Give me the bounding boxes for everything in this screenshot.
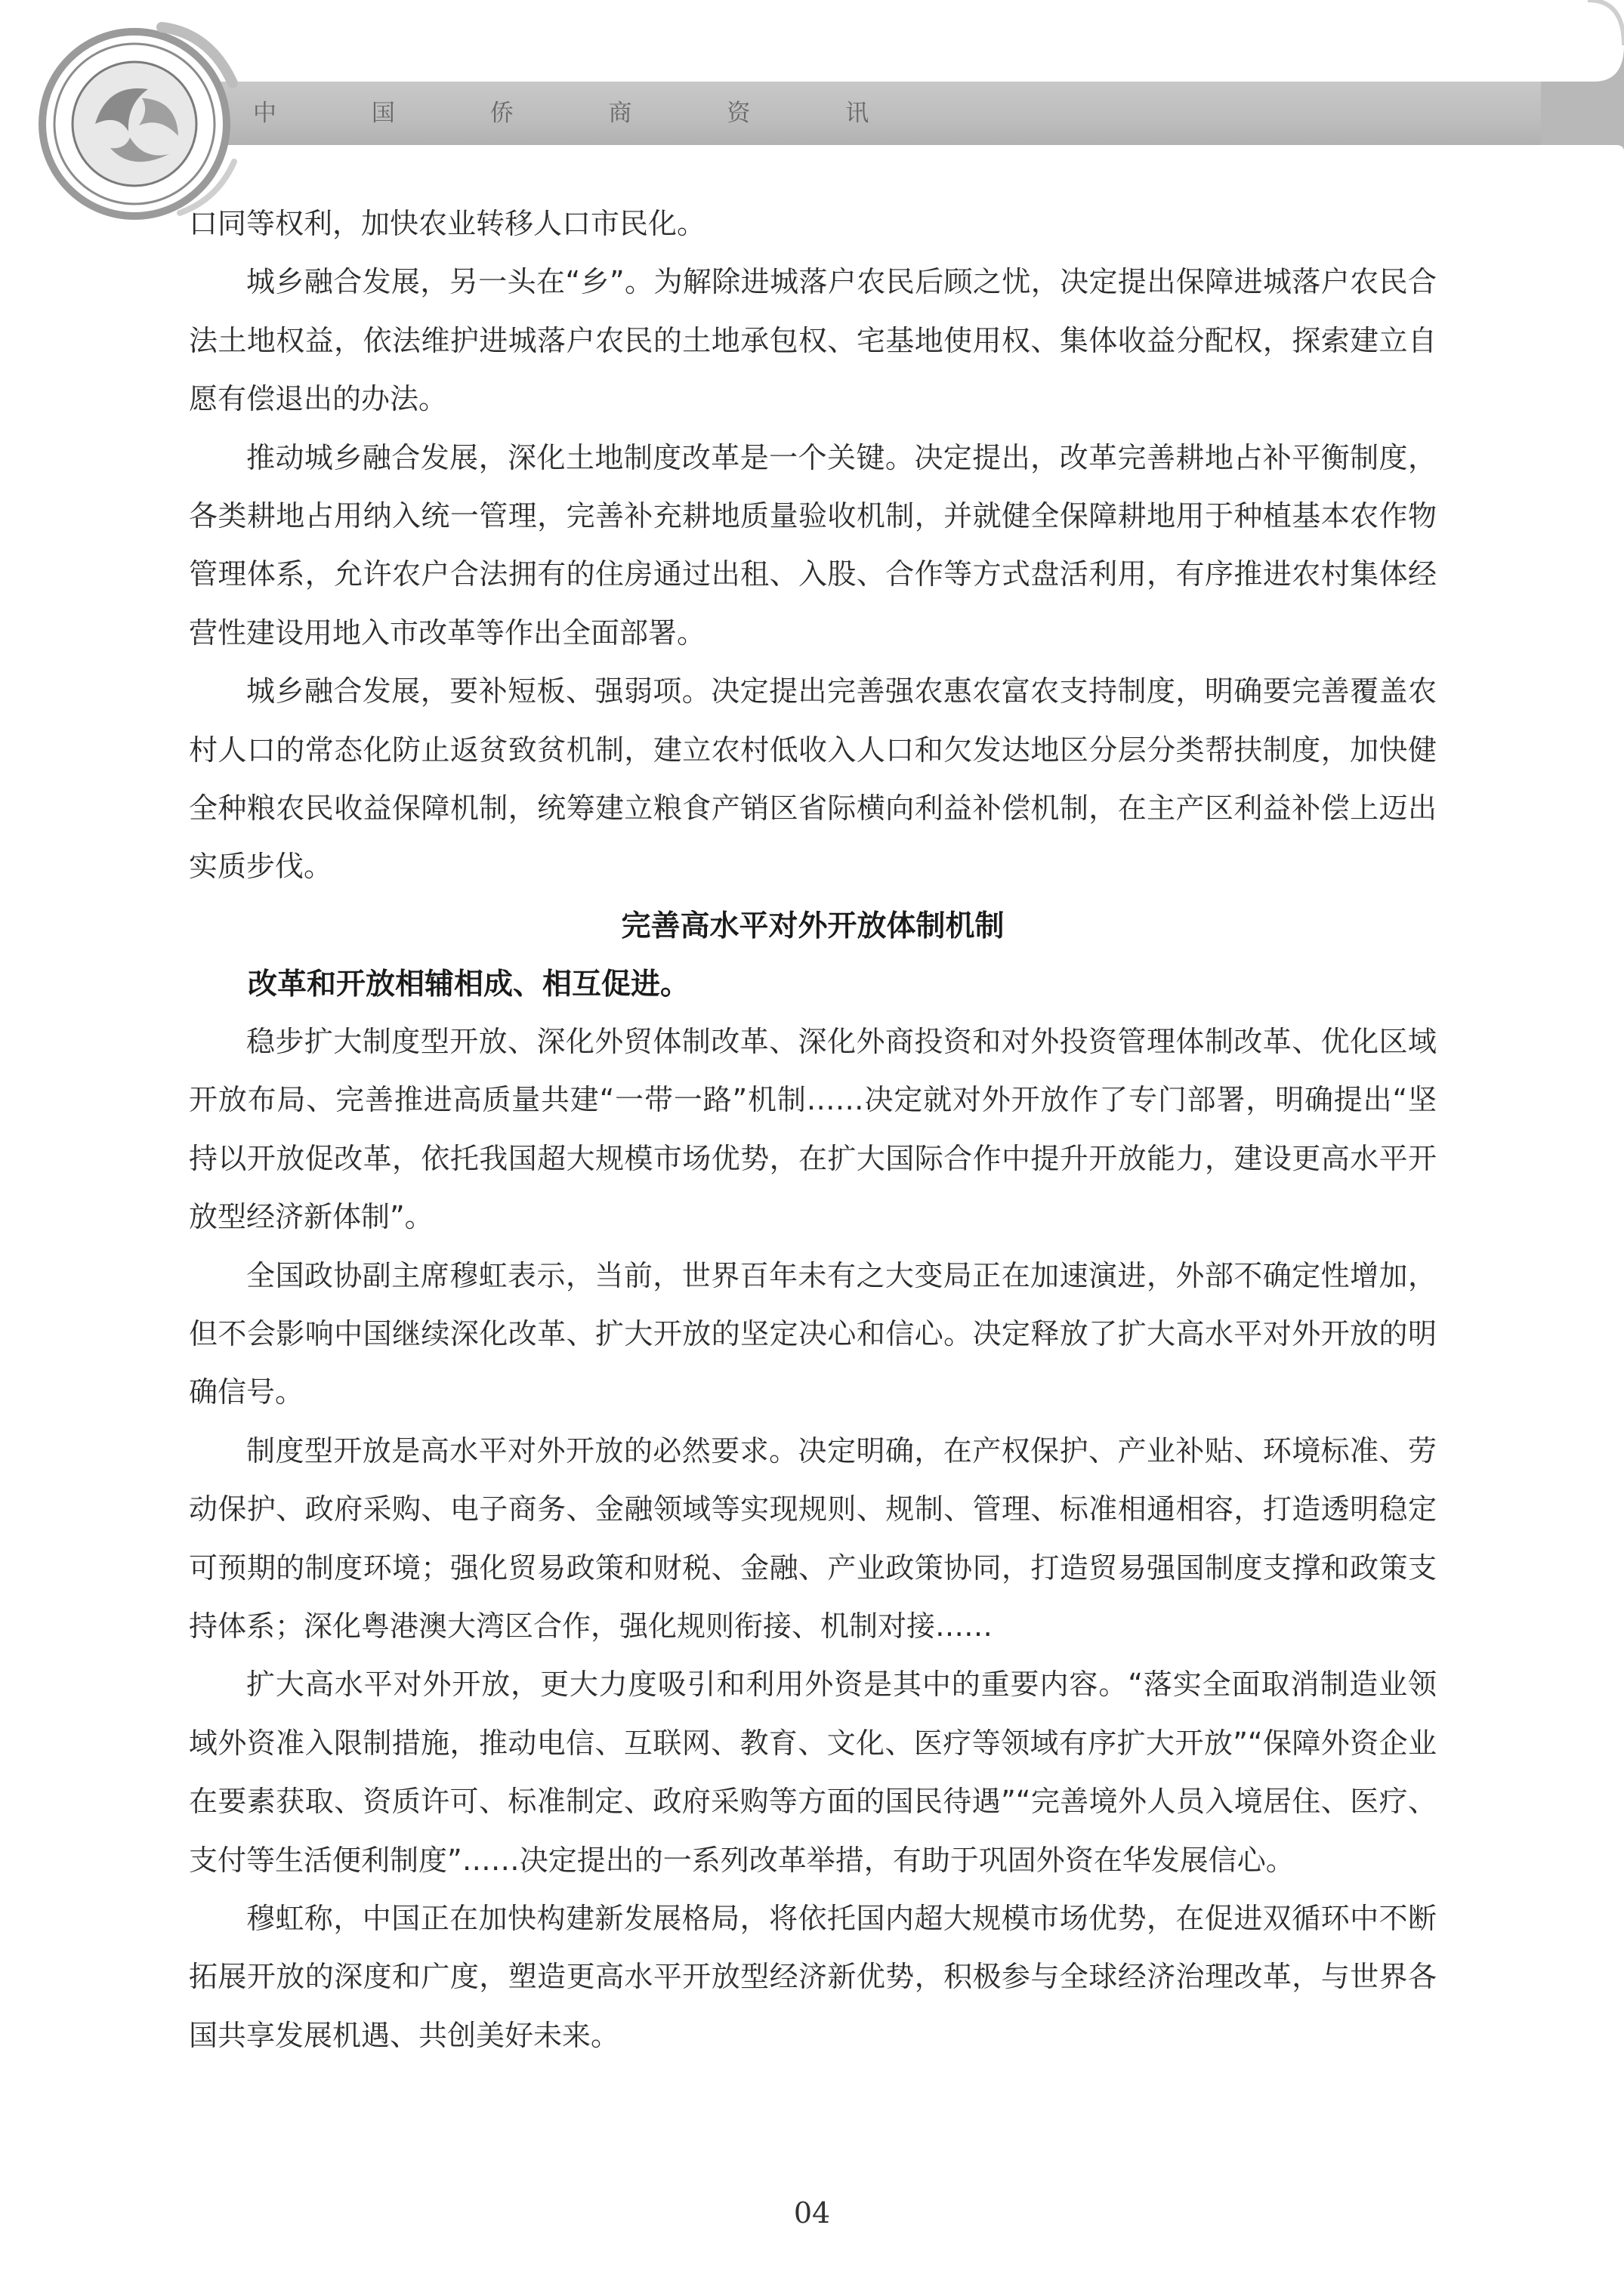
header-band-curl xyxy=(1541,0,1624,196)
paragraph: 推动城乡融合发展，深化土地制度改革是一个关键。决定提出，改革完善耕地占补平衡制度，各类耕地占用纳入统一管理，完善补充耕地质量验收机制，并就健全保障耕地用于种植基本农作物管理体系，允许农户合法拥有的住房通过出租、入股、合作等方式盘活利用，有序推进农村集体经营性建设用地入市改革等作出全面部署。 xyxy=(189,440,1437,650)
lead-sentence: 改革和开放相辅相成、相互促进。 xyxy=(248,967,690,1001)
paragraph: 扩大高水平对外开放，更大力度吸引和利用外资是其中的重要内容。“落实全面取消制造业领域外资准入限制措施，推动电信、互联网、教育、文化、医疗等领域有序扩大开放”“保障外资企业在要素获取、资质许可、标准制定、政府采购等方面的国民待遇”“完善境外人员入境居住、医疗、支付等生活便利制度”……决定提出的一系列改革举措，有助于巩固外资在华发展信心。 xyxy=(189,1668,1437,1877)
paragraph: 稳步扩大制度型开放、深化外贸体制改革、深化外商投资和对外投资管理体制改革、优化区域开放布局、完善推进高质量共建“一带一路”机制……决定就对外开放作了专门部署，明确提出“坚持以开放促改革，依托我国超大规模市场优势，在扩大国际合作中提升开放能力，建设更高水平开放型经济新体制”。 xyxy=(189,1024,1437,1234)
section-heading: 完善高水平对外开放体制机制 xyxy=(621,909,1005,943)
paragraph: 穆虹称，中国正在加快构建新发展格局，将依托国内超大规模市场优势，在促进双循环中不断拓展开放的深度和广度，塑造更高水平开放型经济新优势，积极参与全球经济治理改革，与世界各国共享发展机遇、共创美好未来。 xyxy=(189,1901,1437,2052)
paragraph: 口同等权利，加快农业转移人口市民化。 xyxy=(189,207,706,240)
paragraph: 城乡融合发展，要补短板、强弱项。决定提出完善强农惠农富农支持制度，明确要完善覆盖农村人口的常态化防止返贫致贫机制，建立农村低收入人口和欠发达地区分层分类帮扶制度，加快健全种粮农民收益保障机制，统筹建立粮食产销区省际横向利益补偿机制，在主产区利益补偿上迈出实质步伐。 xyxy=(189,674,1437,884)
publication-title: 中 国 侨 商 资 讯 xyxy=(253,100,913,127)
paragraph: 城乡融合发展，另一头在“乡”。为解除进城落户农民后顾之忧，决定提出保障进城落户农民合法土地权益，依法维护进城落户农民的土地承包权、宅基地使用权、集体收益分配权，探索建立自愿有偿退出的办法。 xyxy=(189,265,1437,416)
article-body xyxy=(189,195,1437,2065)
paragraph: 制度型开放是高水平对外开放的必然要求。决定明确，在产权保护、产业补贴、环境标准、劳动保护、政府采购、电子商务、金融领域等实现规则、规制、管理、标准相通相容，打造透明稳定可预期的制度环境；强化贸易政策和财税、金融、产业政策协同，打造贸易强国制度支撑和政策支持体系；深化粤港澳大湾区合作，强化规则衔接、机制对接…… xyxy=(189,1434,1437,1643)
paragraph: 全国政协副主席穆虹表示，当前，世界百年未有之大变局正在加速演进，外部不确定性增加，但不会影响中国继续深化改革、扩大开放的坚定决心和信心。决定释放了扩大高水平对外开放的明确信号。 xyxy=(189,1258,1437,1409)
page-number: 04 xyxy=(793,2196,831,2230)
